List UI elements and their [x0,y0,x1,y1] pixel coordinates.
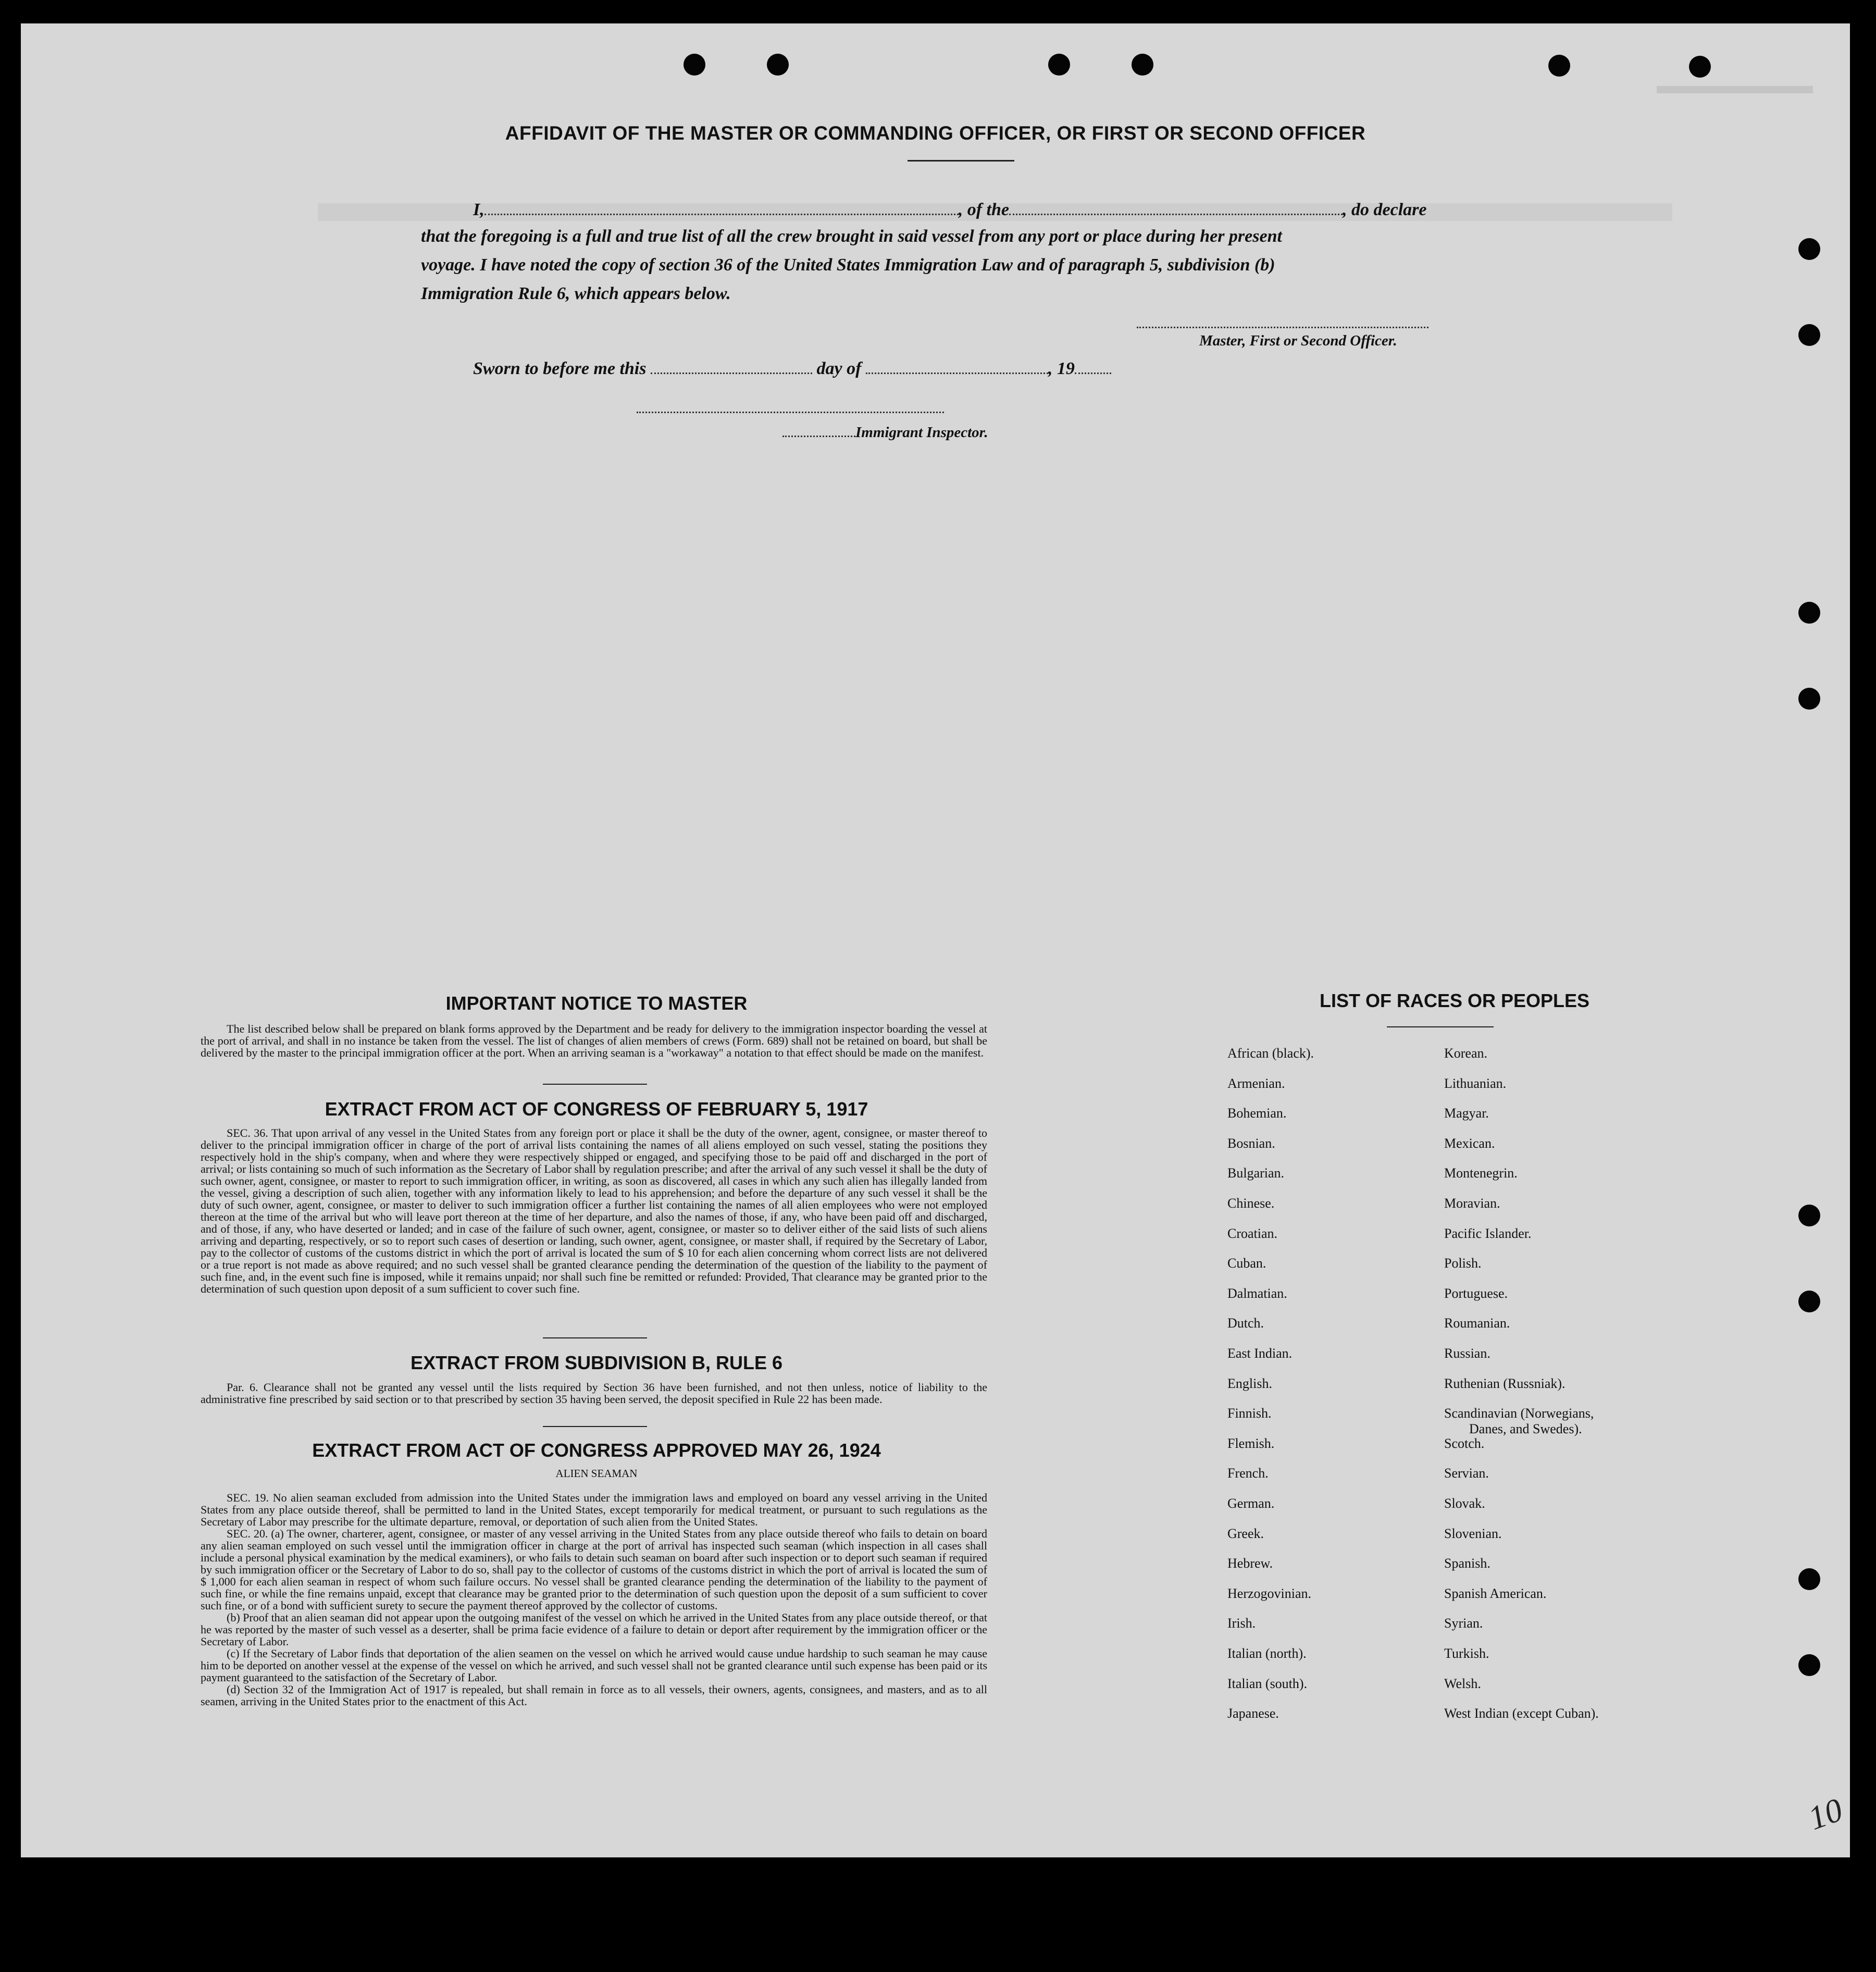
race-item: Mexican. [1444,1135,1495,1151]
do-declare-label: , do declare [1343,200,1427,219]
sec20d-paragraph: (d) Section 32 of the Immigration Act of 1917 is repealed, but shall remain in force as to all vessels, their owners, agents, consignees, and masters, and as to all seamen, arriving in the United States prior to the enactment of this Act. [201,1683,987,1708]
officer-signature-line[interactable] [1137,327,1428,328]
race-item: Scandinavian (Norwegians, [1444,1406,1594,1421]
name-field[interactable] [484,198,959,215]
affidavit-line4: Immigration Rule 6, which appears below. [421,284,731,303]
race-item: Irish. [1227,1616,1256,1631]
race-item: Chinese. [1227,1196,1275,1211]
affidavit-title: AFFIDAVIT OF THE MASTER OR COMMANDING OFFICER, OR FIRST OR SECOND OFFICER [505,122,1366,144]
extract-1917-title: EXTRACT FROM ACT OF CONGRESS OF FEBRUARY 5, 1917 [325,1098,868,1120]
race-item: Portuguese. [1444,1285,1508,1301]
notice-text: The list described below shall be prepared on blank forms approved by the Department and be ready for delivery to the immigration inspector boarding the vessel at the port of arrival, and shall in no instance be taken from the vessel. The list of changes of alien members of crews (Form. 689) shall not be retained on board, but shall be delivered by the master to the principal immigration officer at the port. When an arriving seaman is a "workaway" a notation to that effect should be made on the manifest. [201,1022,987,1059]
title-rule [908,160,1014,162]
section-rule [543,1084,647,1085]
vessel-field[interactable] [1009,198,1343,215]
race-item: French. [1227,1466,1269,1481]
race-item: Syrian. [1444,1616,1483,1631]
race-item: Dalmatian. [1227,1285,1287,1301]
i-label: I, [473,200,484,219]
sec20a-paragraph: SEC. 20. (a) The owner, charterer, agent, consignee, or master of any vessel arriving in the United States from any place outside thereof who fails to detain on board any alien seaman employed on such vessel until the immigration officer in charge at the port of arrival has inspected such seaman (which inspection in all cases shall include a personal physical examination by the medical examiners), or who fails to detain such seaman on board after such inspection or to deport such seaman if required by such immigration officer or the Secretary of Labor to do so, shall pay to the collector of customs of the customs district in which the port of arrival is located the sum of $ 1,000 for each alien seaman in respect of whom such failure occurs. No vessel shall be granted clearance pending the determination of the liability to the payment of such fine, or while the fine remains unpaid, except that clearance may be granted prior to the determination of such question upon the deposit of a sum sufficient to cover such fine, or of a bond with sufficient surety to secure the payment thereof approved by the collector of customs. [201,1527,987,1612]
section-rule [543,1337,647,1338]
race-item: Pacific Islander. [1444,1225,1532,1241]
affidavit-line1 [473,198,1426,220]
punch-hole [1798,1291,1820,1312]
rule6-title: EXTRACT FROM SUBDIVISION B, RULE 6 [410,1352,783,1373]
race-item: West Indian (except Cuban). [1444,1706,1599,1721]
race-item: Bohemian. [1227,1106,1287,1121]
race-item: Dutch. [1227,1316,1264,1331]
race-item: Flemish. [1227,1435,1275,1451]
race-item: Italian (north). [1227,1646,1307,1661]
extract-1924-title: EXTRACT FROM ACT OF CONGRESS APPROVED MAY 26, 1924 [312,1440,881,1461]
punch-hole [1798,1654,1820,1676]
sec20b-paragraph: (b) Proof that an alien seaman did not appear upon the outgoing manifest of the vessel on which he arrived in the United States from any place outside thereof, or that he was reported by the master of such vessel as a deserter, shall be prima facie evidence of a failure to detain or deport after requirement by the immigration officer or the Secretary of Labor. [201,1611,987,1648]
extract-1924-subtitle: ALIEN SEAMAN [555,1467,638,1480]
race-item: Croatian. [1227,1225,1278,1241]
punch-hole [1048,54,1070,76]
punch-hole [684,54,705,76]
day-field[interactable] [651,357,812,374]
race-item: Turkish. [1444,1646,1489,1661]
punch-hole [1798,602,1820,624]
notice-title: IMPORTANT NOTICE TO MASTER [445,993,748,1014]
of-the-label: , of the [958,200,1010,219]
race-continuation: Danes, and Swedes). [1469,1421,1582,1436]
extract-1924-body [201,1492,987,1707]
race-item: Moravian. [1444,1196,1500,1211]
sworn-line [473,357,1111,379]
race-item: Japanese. [1227,1706,1279,1721]
race-item: Greek. [1227,1525,1264,1541]
bleed-through-mark [1657,86,1813,93]
punch-hole [1798,688,1820,710]
race-item: Servian. [1444,1466,1489,1481]
race-item: Spanish American. [1444,1585,1547,1601]
month-field[interactable] [866,357,1048,374]
punch-hole [1689,56,1711,78]
officer-label: Master, First or Second Officer. [1199,332,1397,349]
race-item: East Indian. [1227,1346,1293,1361]
section-rule [543,1426,647,1427]
race-item: Slovak. [1444,1496,1485,1511]
sec20c-paragraph: (c) If the Secretary of Labor finds that deportation of the alien seamen on the vessel on which he arrived would cause undue hardship to such seaman he may cause him to be deported on another vessel at the expense of the vessel on which he arrived, and such vessel shall not be granted clearance until such expense has been paid or its payment guaranteed to the satisfaction of the Secretary of Labor. [201,1647,987,1684]
race-item: Roumanian. [1444,1316,1510,1331]
race-item: Lithuanian. [1444,1075,1507,1091]
inspector-line [782,423,988,441]
race-item: German. [1227,1496,1275,1511]
year-prefix: , 19 [1048,359,1075,378]
punch-hole [1132,54,1153,76]
races-title: LIST OF RACES OR PEOPLES [1319,990,1590,1011]
sworn-label: Sworn to before me this [473,359,647,378]
race-item: African (black). [1227,1046,1314,1061]
race-item: Bosnian. [1227,1135,1275,1151]
race-item: Armenian. [1227,1075,1285,1091]
race-item: Herzogovinian. [1227,1585,1312,1601]
race-item: Finnish. [1227,1406,1272,1421]
race-item: Russian. [1444,1346,1490,1361]
extract-1917-text: SEC. 36. That upon arrival of any vessel in the United States from any foreign port or place it shall be the duty of the owner, agent, consignee, or master thereof to deliver to the principal immigration officer in charge of the port of arrival lists containing the names of all aliens employed on such vessel, stating the positions they respectively hold in the ship's company, when and where they were respectively shipped or engaged, and specifying those to be paid off and discharged in the port of arrival; or lists containing so much of such information as the Secretary of Labor shall by regulation prescribe; and after the arrival of any such vessel it shall be the duty of such owner, agent, consignee, or master to report to such immigration officer, in writing, as soon as discovered, all cases in which any such alien has illegally landed from the vessel, giving a description of such alien, together with any information likely to lead to his apprehension; and before the departure of any such vessel it shall be the duty of such owner, agent, consignee, or master to deliver to such immigration officer a further list containing the names of all alien employees who were not employed thereon at the time of the arrival but who will leave port thereon at the time of her departure, and also the names of those, if any, who have been paid off and discharged, and of those, if any, who have deserted or landed; and in case of the failure of such owner, agent, consignee, or master so to deliver either of the said lists of such aliens arriving and departing, respectively, or so to report such cases of desertion or landing, such owner, agent, consignee, or master shall, if required by the Secretary of Labor, pay to the collector of customs of the customs district in which the port of arrival is located the sum of $ 10 for each alien concerning whom correct lists are not delivered or a true report is not made as above required; and no such vessel shall be granted clearance pending the determination of the question of the liability to the payment of such fine, and, in the event such fine is imposed, while it remains unpaid; nor shall such fine be remitted or refunded: Provided, That clearance may be granted prior to the determination of such question upon deposit of a sum sufficient to cover such fine. [201,1126,987,1295]
sec19-paragraph: SEC. 19. No alien seaman excluded from admission into the United States under the immigration laws and employed on board any vessel arriving in the United States from any place outside thereof, shall be permitted to land in the United States, except temporarily for medical treatment, or pursuant to such regulations as the Secretary of Labor may prescribe for the ultimate departure, removal, or deportation of such alien from the United States. [201,1491,987,1528]
margin-mark: 10 [1803,1791,1848,1837]
affidavit-line3: voyage. I have noted the copy of section 36 of the United States Immigration Law and of paragraph 5, subdivision (b) [421,255,1275,275]
year-field[interactable] [1075,357,1111,374]
race-item: Cuban. [1227,1256,1266,1271]
race-item: Polish. [1444,1256,1482,1271]
day-of-label: day of [816,359,862,378]
race-item: Italian (south). [1227,1676,1308,1691]
punch-hole [1798,324,1820,346]
race-item: Magyar. [1444,1106,1489,1121]
race-item: Welsh. [1444,1676,1481,1691]
race-item: Slovenian. [1444,1525,1502,1541]
race-item: Spanish. [1444,1556,1490,1571]
punch-hole [1798,238,1820,260]
races-rule [1387,1026,1494,1027]
form-sheet [21,23,1850,1857]
affidavit-line2: that the foregoing is a full and true list of all the crew brought in said vessel from any port or place during her present [421,227,1282,246]
inspector-label: Immigrant Inspector. [855,424,988,441]
race-item: Bulgarian. [1227,1165,1285,1181]
punch-hole [1798,1568,1820,1590]
race-item: Korean. [1444,1046,1488,1061]
race-item: Hebrew. [1227,1556,1273,1571]
punch-hole [1548,55,1570,77]
inspector-dots [782,423,855,437]
race-item: Montenegrin. [1444,1165,1518,1181]
punch-hole [1798,1205,1820,1226]
inspector-signature-line[interactable] [637,412,944,413]
punch-hole [767,54,789,76]
race-item: English. [1227,1375,1272,1391]
race-item: Ruthenian (Russniak). [1444,1375,1566,1391]
rule6-text: Par. 6. Clearance shall not be granted any vessel until the lists required by Section 36 have been furnished, and not then unless, notice of liability to the administrative fine prescribed by said section or to that prescribed by section 35 having been served, the deposit specified in Rule 22 has been made. [201,1381,987,1406]
race-item: Scotch. [1444,1435,1485,1451]
